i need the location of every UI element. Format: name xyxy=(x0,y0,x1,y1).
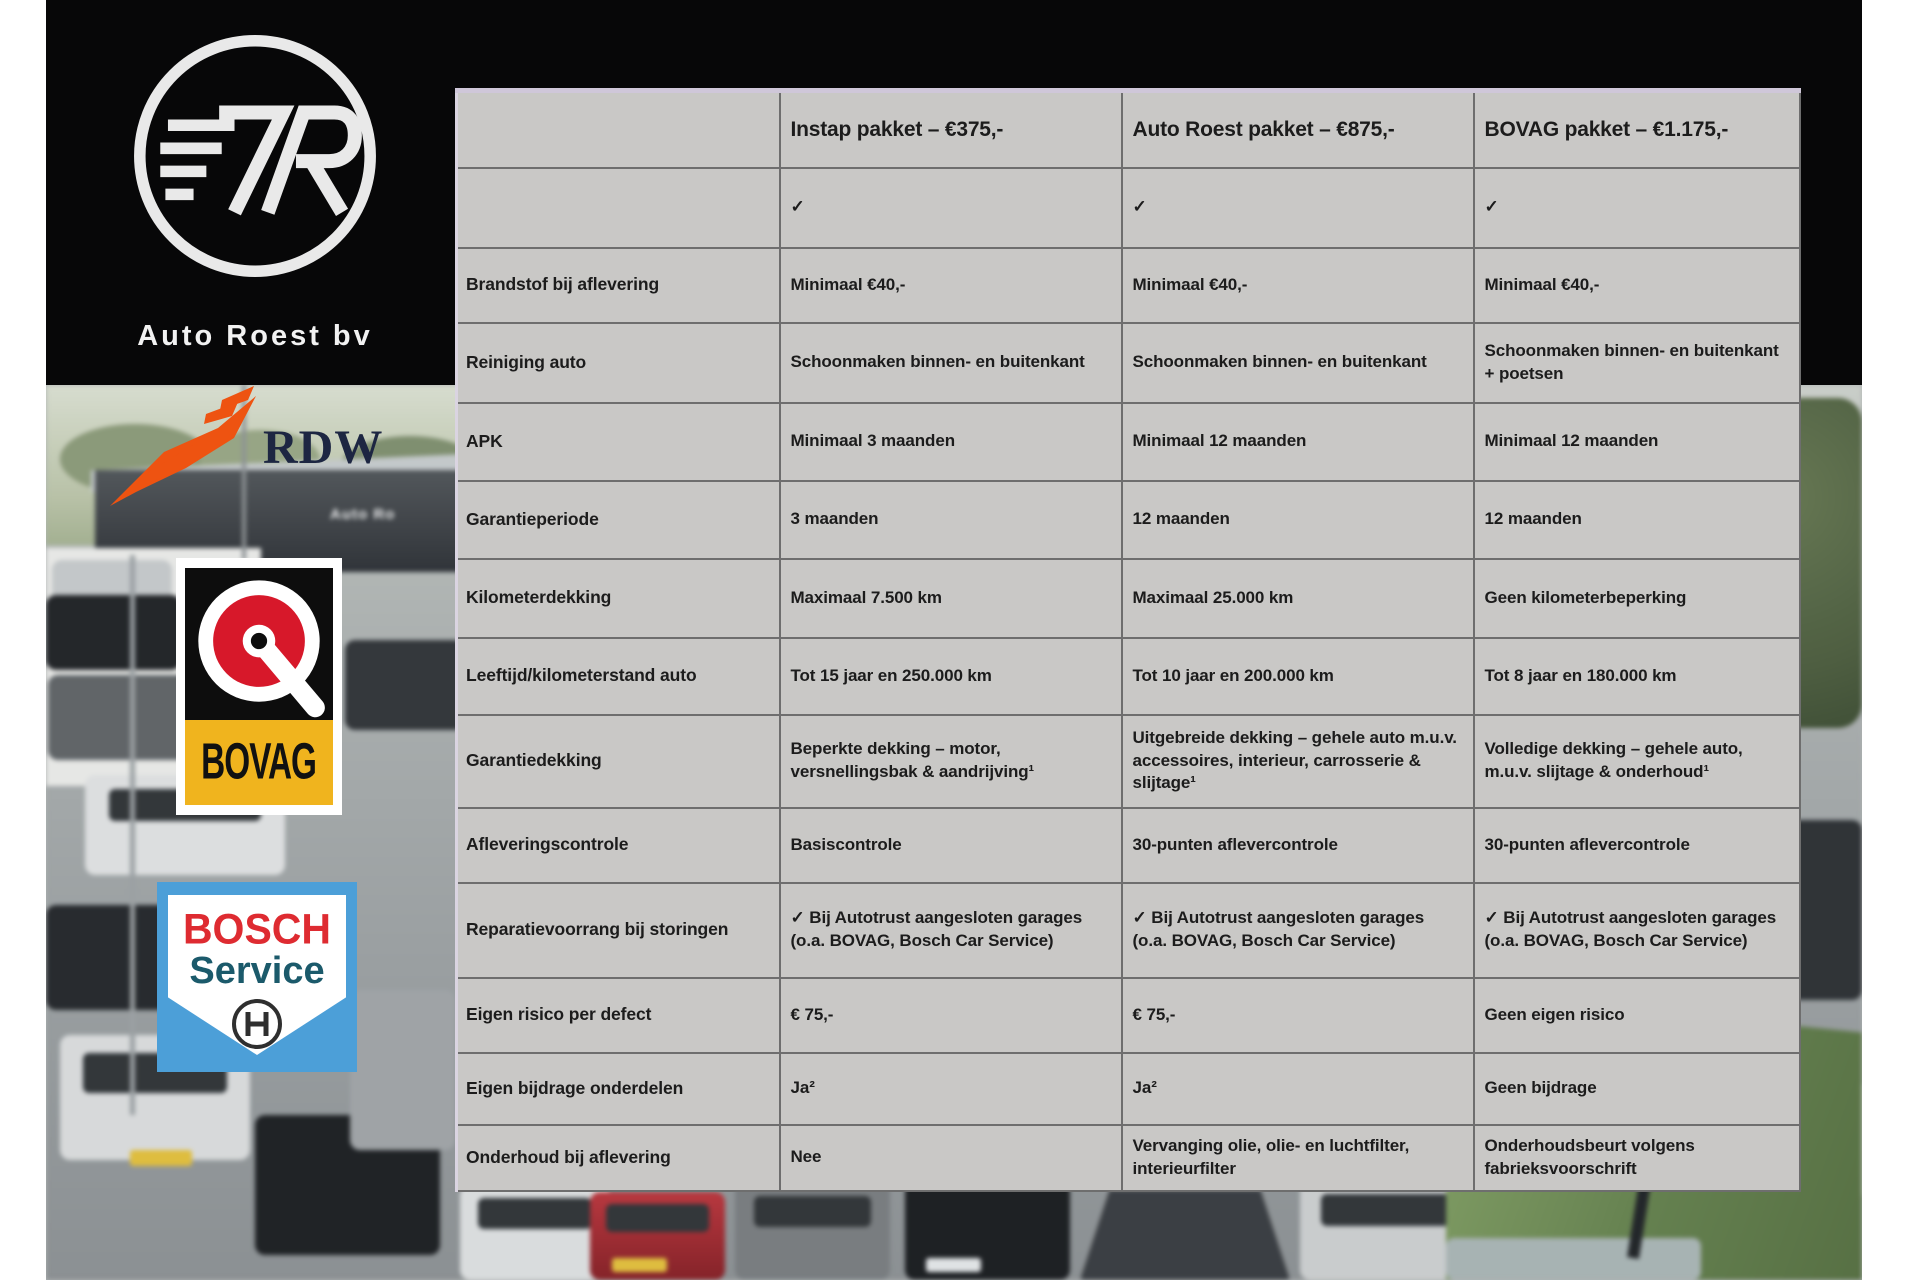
bovag-band xyxy=(185,720,333,805)
rdw-wing-icon xyxy=(106,380,276,510)
cell: ✓ Bij Autotrust aangesloten garages (o.a. BOVAG, Bosch Car Service) xyxy=(1474,883,1800,978)
car-shape xyxy=(350,990,455,1150)
row-label: Leeftijd/kilometerstand auto xyxy=(457,638,780,715)
header-bovag-pakket: BOVAG pakket – €1.175,- xyxy=(1474,91,1800,168)
cell: Geen kilometerbeperking xyxy=(1474,559,1800,638)
cell: Ja² xyxy=(1122,1053,1474,1125)
cell-check: ✓ xyxy=(780,168,1122,248)
car-shape xyxy=(46,595,181,670)
table-row-onderhoud xyxy=(457,1125,1800,1191)
bovag-disc-icon xyxy=(185,568,333,720)
cell: Vervanging olie, olie- en luchtfilter, interieurfilter xyxy=(1122,1125,1474,1191)
license-plate xyxy=(612,1258,667,1272)
cell: Maximaal 25.000 km xyxy=(1122,559,1474,638)
license-plate xyxy=(926,1258,981,1272)
cell: ✓ Bij Autotrust aangesloten garages (o.a. BOVAG, Bosch Car Service) xyxy=(1122,883,1474,978)
table-row-afleveringscontrole xyxy=(457,808,1800,883)
cell: Basiscontrole xyxy=(780,808,1122,883)
rdw-wordmark: RDW xyxy=(263,421,384,474)
row-label xyxy=(457,168,780,248)
row-label: Garantiedekking xyxy=(457,715,780,808)
company-name: Auto Roest bv xyxy=(137,320,373,352)
license-plate xyxy=(130,1150,192,1166)
bovag-wordmark: BOVAG xyxy=(201,733,317,791)
cell-check: ✓ xyxy=(1474,168,1800,248)
cell: Minimaal 12 maanden xyxy=(1122,403,1474,481)
table-row-garantieperiode xyxy=(457,481,1800,559)
bovag-mark xyxy=(185,568,333,720)
cell: Tot 8 jaar en 180.000 km xyxy=(1474,638,1800,715)
row-label: Kilometerdekking xyxy=(457,559,780,638)
auto-roest-logo xyxy=(127,28,383,284)
bovag-logo xyxy=(176,558,342,815)
cell: Onderhoudsbeurt volgens fabrieksvoorschrift xyxy=(1474,1125,1800,1191)
cell: Nee xyxy=(780,1125,1122,1191)
lamp-post xyxy=(130,555,135,1115)
cell-check: ✓ xyxy=(1122,168,1474,248)
car-shape xyxy=(460,1185,610,1280)
auto-roest-monogram-icon xyxy=(127,28,383,284)
package-comparison-table xyxy=(455,88,1801,1192)
cell: 30-punten aflevercontrole xyxy=(1122,808,1474,883)
cell: Geen eigen risico xyxy=(1474,978,1800,1053)
row-label: Garantieperiode xyxy=(457,481,780,559)
cell: 3 maanden xyxy=(780,481,1122,559)
table-row-included xyxy=(457,168,1800,248)
cell: Schoonmaken binnen- en buitenkant + poetsen xyxy=(1474,323,1800,403)
row-label: Afleveringscontrole xyxy=(457,808,780,883)
building-sign: Auto Ro xyxy=(330,506,396,523)
row-label: Brandstof bij aflevering xyxy=(457,248,780,323)
car-shape xyxy=(735,1182,890,1280)
cell: Minimaal €40,- xyxy=(1122,248,1474,323)
table-row-kilometerdekking xyxy=(457,559,1800,638)
row-label: Eigen bijdrage onderdelen xyxy=(457,1053,780,1125)
cell: Schoonmaken binnen- en buitenkant xyxy=(1122,323,1474,403)
rdw-logo xyxy=(106,380,276,510)
row-label: Reparatievoorrang bij storingen xyxy=(457,883,780,978)
cell: 12 maanden xyxy=(1122,481,1474,559)
car-shape xyxy=(1790,820,1862,1000)
table-row-apk xyxy=(457,403,1800,481)
cell: Ja² xyxy=(780,1053,1122,1125)
cell: Minimaal 3 maanden xyxy=(780,403,1122,481)
cell: Tot 15 jaar en 250.000 km xyxy=(780,638,1122,715)
car-cover-shape xyxy=(1080,1190,1290,1280)
cell: € 75,- xyxy=(780,978,1122,1053)
table-row-brandstof xyxy=(457,248,1800,323)
cell: 30-punten aflevercontrole xyxy=(1474,808,1800,883)
cell: Tot 10 jaar en 200.000 km xyxy=(1122,638,1474,715)
table-row-reiniging xyxy=(457,323,1800,403)
table-row-garantiedekking xyxy=(457,715,1800,808)
cell: ✓ Bij Autotrust aangesloten garages (o.a. BOVAG, Bosch Car Service) xyxy=(780,883,1122,978)
table-row-reparatievoorrang xyxy=(457,883,1800,978)
cell: 12 maanden xyxy=(1474,481,1800,559)
bosch-armature-icon xyxy=(229,996,285,1052)
row-label: Onderhoud bij aflevering xyxy=(457,1125,780,1191)
cell: Beperkte dekking – motor, versnellingsbak & aandrijving¹ xyxy=(780,715,1122,808)
row-label: APK xyxy=(457,403,780,481)
cell: Minimaal €40,- xyxy=(1474,248,1800,323)
table-row-eigen-bijdrage xyxy=(457,1053,1800,1125)
bosch-wordmark: BOSCH xyxy=(182,904,332,954)
row-label: Reiniging auto xyxy=(457,323,780,403)
bosch-service-logo xyxy=(157,882,357,1072)
cell: Geen bijdrage xyxy=(1474,1053,1800,1125)
row-label: Eigen risico per defect xyxy=(457,978,780,1053)
cell: Minimaal 12 maanden xyxy=(1474,403,1800,481)
cell: Minimaal €40,- xyxy=(780,248,1122,323)
cell: Uitgebreide dekking – gehele auto m.u.v. accessoires, interieur, carrosserie & slijtage¹ xyxy=(1122,715,1474,808)
cell: Maximaal 7.500 km xyxy=(780,559,1122,638)
cell: € 75,- xyxy=(1122,978,1474,1053)
car-shape xyxy=(345,640,465,730)
cell: Schoonmaken binnen- en buitenkant xyxy=(780,323,1122,403)
table-row-leeftijd xyxy=(457,638,1800,715)
header-empty xyxy=(457,91,780,168)
bosch-service-wordmark: Service xyxy=(189,950,325,992)
cell: Volledige dekking – gehele auto, m.u.v. slijtage & onderhoud¹ xyxy=(1474,715,1800,808)
header-auto-roest-pakket: Auto Roest pakket – €875,- xyxy=(1122,91,1474,168)
water-puddle xyxy=(1446,1238,1701,1280)
header-instap-pakket: Instap pakket – €375,- xyxy=(780,91,1122,168)
table-row-eigen-risico xyxy=(457,978,1800,1053)
header-row xyxy=(457,91,1800,168)
